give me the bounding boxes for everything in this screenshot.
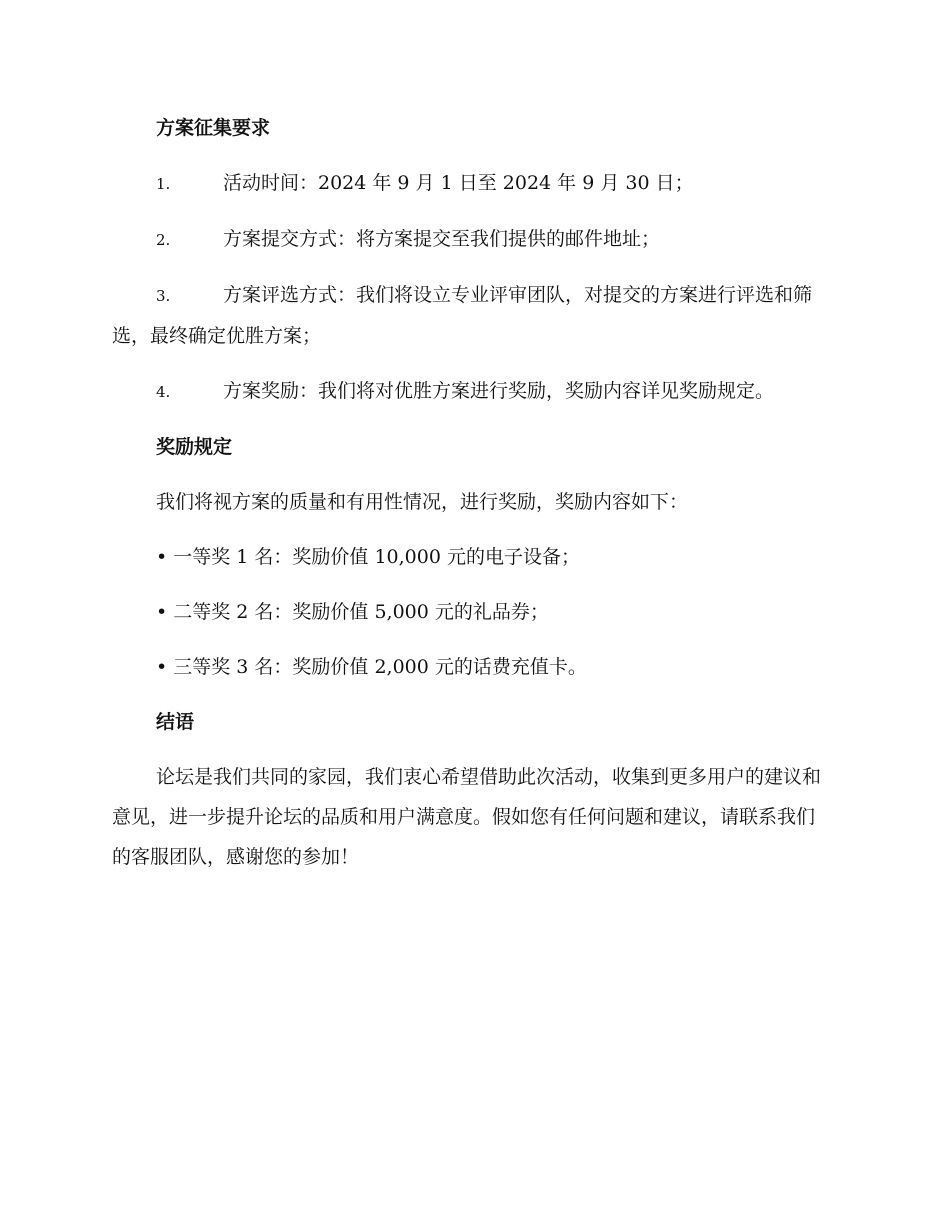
- section-heading-rewards: 奖励规定: [156, 436, 233, 458]
- list-number: 3.: [156, 287, 171, 305]
- list-number: 4.: [156, 383, 171, 401]
- section-heading-requirements: 方案征集要求: [156, 117, 271, 139]
- list-text: 活动时间：2024 年 9 月 1 日至 2024 年 9 月 30 日；: [223, 172, 694, 194]
- list-item: [112, 219, 832, 260]
- rewards-intro: 我们将视方案的质量和有用性情况，进行奖励，奖励内容如下：: [156, 491, 689, 513]
- list-text: 方案提交方式：将方案提交至我们提供的邮件地址；: [223, 228, 661, 250]
- document-body: [112, 108, 832, 892]
- bullet-item: • 一等奖 1 名：奖励价值 10,000 元的电子设备；: [156, 546, 580, 568]
- list-item: [112, 371, 832, 412]
- list-text: 方案评选方式：我们将设立专业评审团队，对提交的方案进行评选和筛选，最终确定优胜方案；: [112, 284, 813, 347]
- bullet-item: • 二等奖 2 名：奖励价值 5,000 元的礼品券；: [156, 601, 549, 623]
- list-item: [112, 163, 832, 204]
- section-heading-conclusion: 结语: [156, 711, 195, 733]
- conclusion-paragraph: 论坛是我们共同的家园，我们衷心希望借助此次活动，收集到更多用户的建议和意见，进一步提升论坛的品质和用户满意度。假如您有任何问题和建议，请联系我们的客服团队，感谢您的参加！: [112, 766, 822, 868]
- list-number: 1.: [156, 175, 171, 193]
- list-text: 方案奖励：我们将对优胜方案进行奖励，奖励内容详见奖励规定。: [223, 380, 775, 402]
- list-number: 2.: [156, 231, 171, 249]
- list-item: [112, 275, 832, 356]
- bullet-item: • 三等奖 3 名：奖励价值 2,000 元的话费充值卡。: [156, 656, 587, 678]
